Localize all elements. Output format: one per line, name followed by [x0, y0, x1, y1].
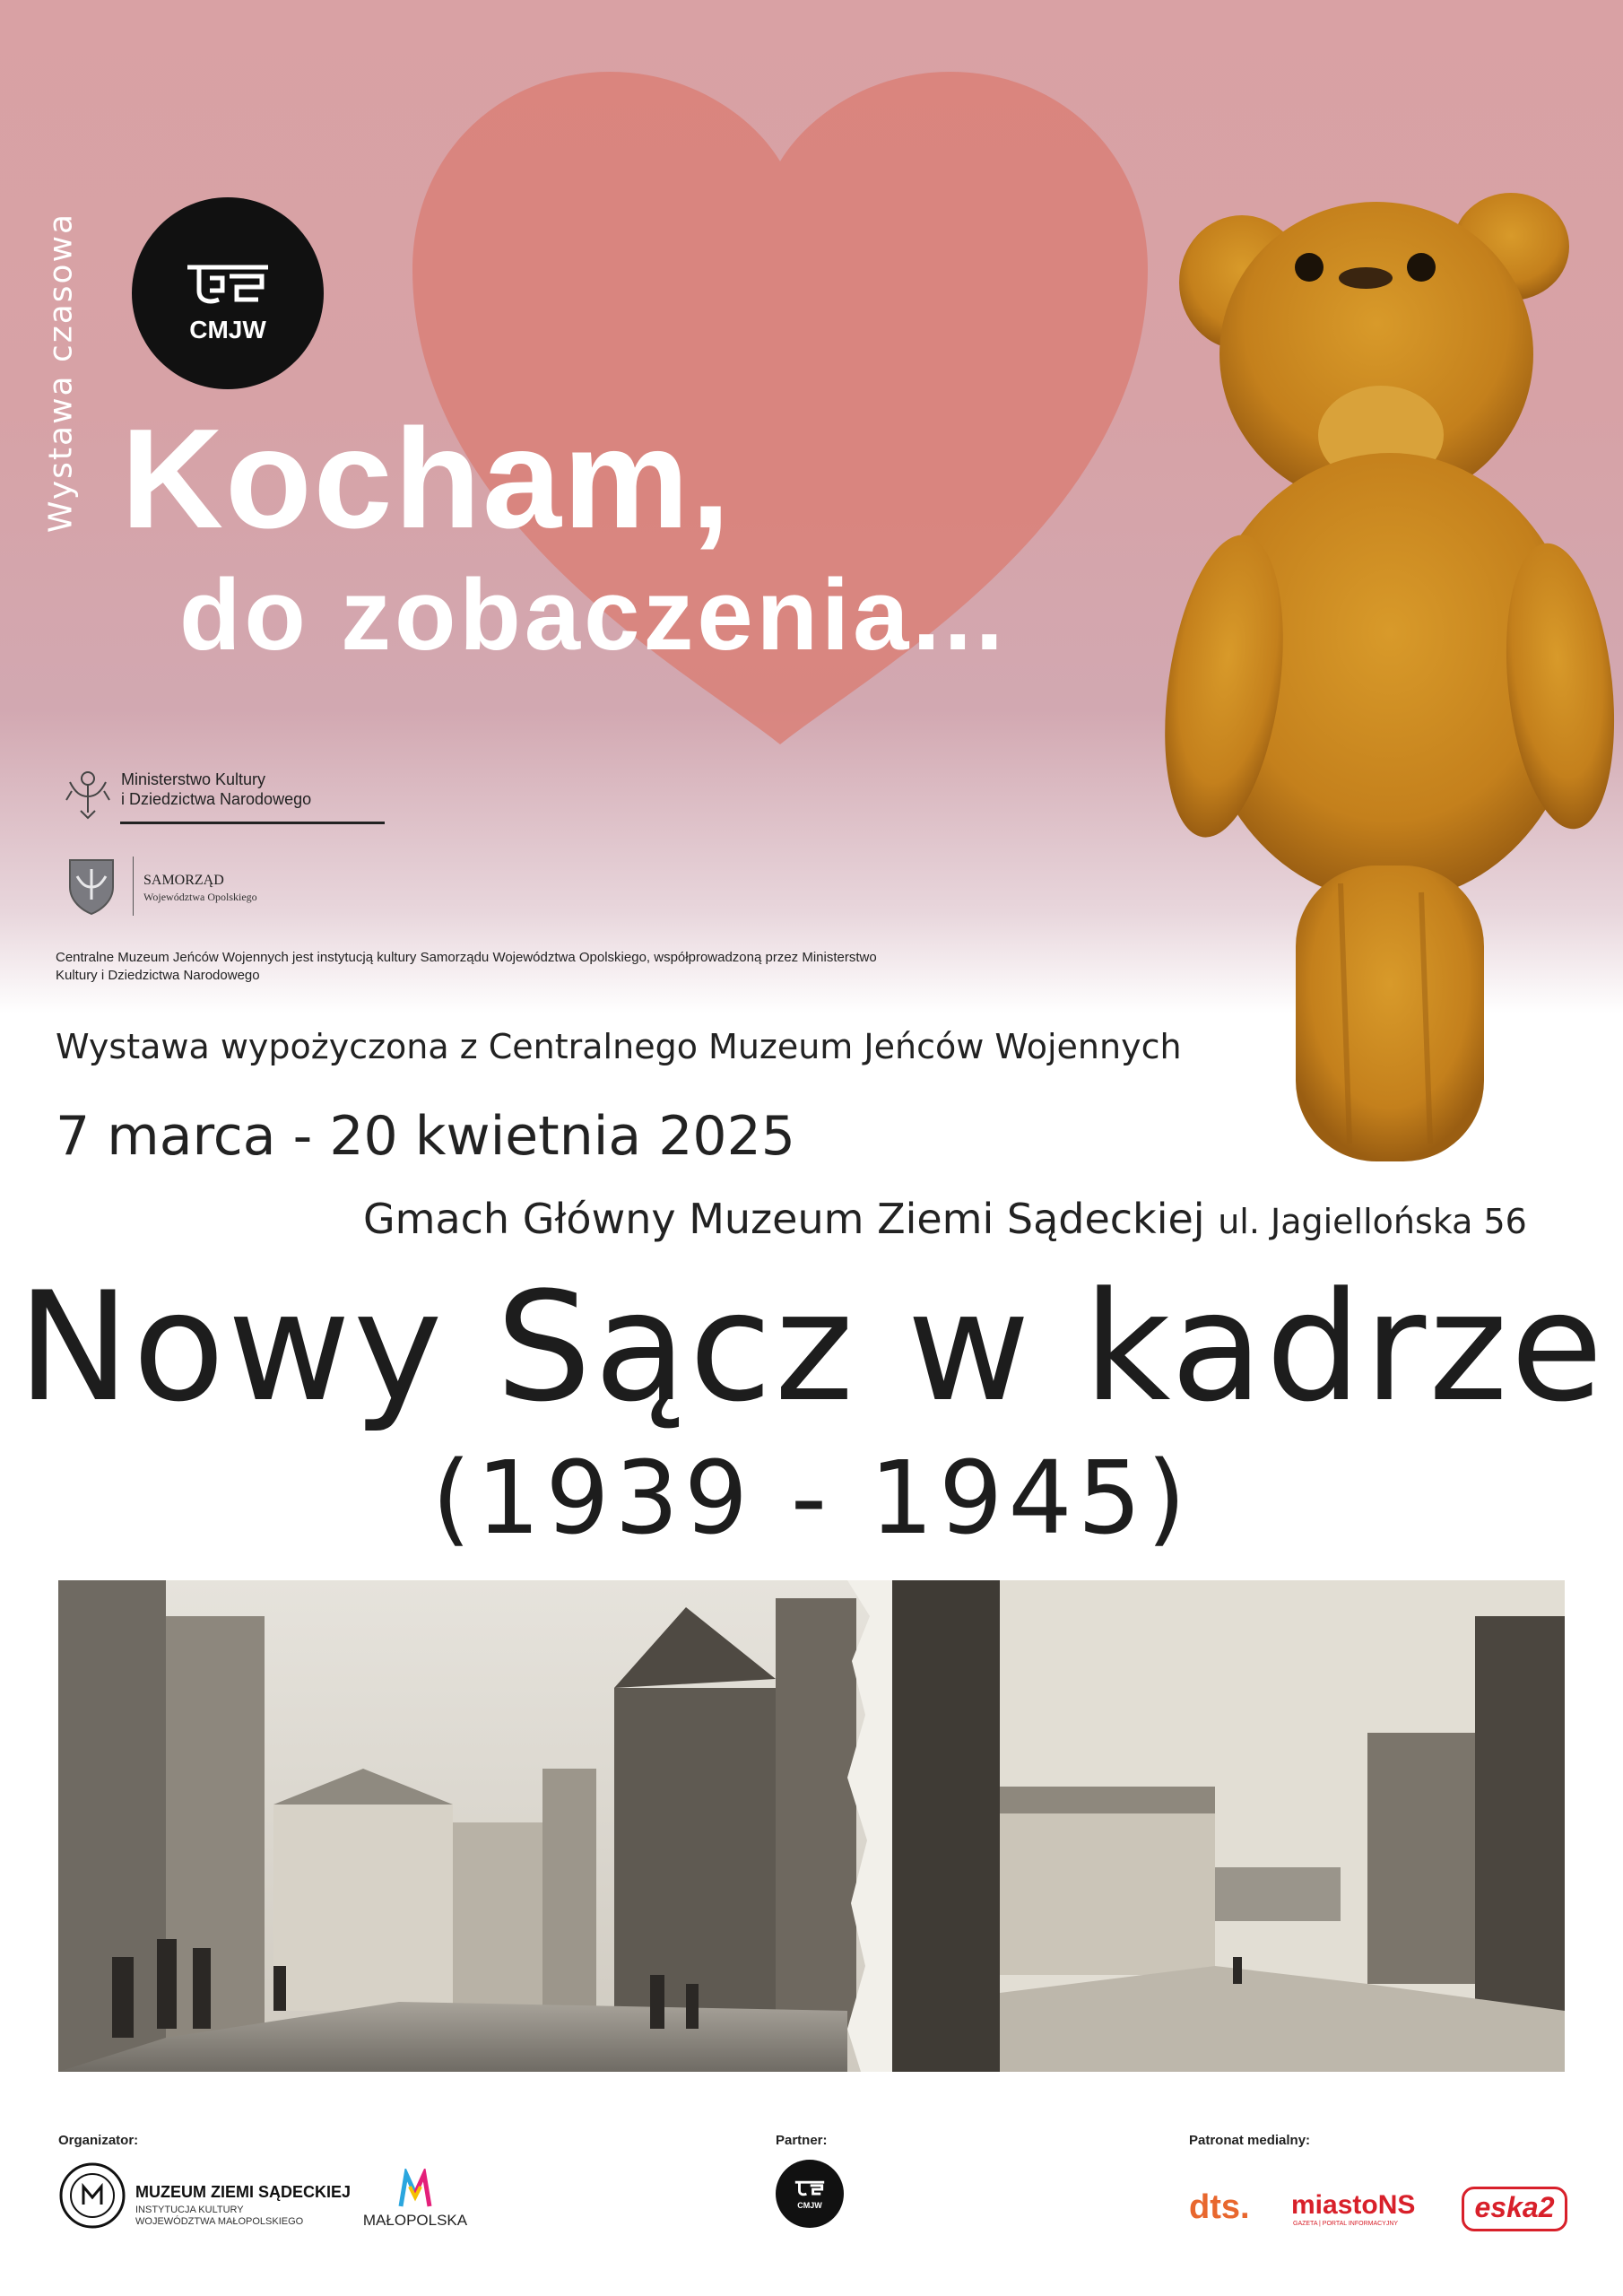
venue-address: ul. Jagiellońska 56: [1218, 1202, 1527, 1241]
partner-logo: [776, 2160, 844, 2228]
eska2-logo: [1462, 2187, 1567, 2231]
eagle-emblem-icon: [63, 766, 113, 820]
samorzad-divider: [133, 857, 134, 916]
venue: [363, 1195, 1527, 1243]
samorzad-title: SAMORZĄD: [143, 873, 224, 888]
partner-logo-text: CMJW: [797, 2201, 822, 2210]
miastons-subtitle: GAZETA | PORTAL INFORMACYJNY: [1293, 2221, 1399, 2227]
samorzad-subtitle: Województwa Opolskiego: [143, 891, 257, 903]
eska2-text: eska2: [1474, 2191, 1555, 2223]
museum-seal-icon: [58, 2161, 126, 2230]
samorzad-logo: [63, 857, 332, 919]
main-title-line2: do zobaczenia...: [179, 559, 1007, 671]
ministry-logo: [63, 764, 332, 827]
loan-line: Wystawa wypożyczona z Centralnego Muzeum Jeńców Wojennych: [56, 1027, 1182, 1066]
miastons-logo: miastoNS: [1291, 2190, 1416, 2220]
dts-logo: dts.: [1189, 2188, 1250, 2226]
cmjw-logo-icon: [183, 260, 273, 309]
ministry-underline: [120, 822, 385, 824]
teddy-bear-image: [1161, 184, 1619, 1161]
cmjw-small-icon: [794, 2179, 826, 2197]
malopolska-text: MAŁOPOLSKA: [362, 2212, 468, 2229]
museum-name: MUZEUM ZIEMI SĄDECKIEJ: [135, 2183, 352, 2201]
venue-name: Gmach Główny Muzeum Ziemi Sądeckiej: [363, 1195, 1205, 1243]
exhibition-dates: 7 marca - 20 kwietnia 2025: [56, 1105, 795, 1168]
historic-street-photo: [58, 1580, 1565, 2072]
cmjw-logo-text: CMJW: [189, 316, 266, 344]
institution-note: Centralne Muzeum Jeńców Wojennych jest instytucją kultury Samorządu Województwa Opolskiego, współprowadzoną przez Ministerstwo Kultury i Dziedzictwa Narodowego: [56, 950, 877, 983]
cmjw-logo: [132, 197, 324, 389]
media-label: Patronat medialny:: [1189, 2133, 1311, 2148]
shield-eagle-icon: [65, 857, 118, 916]
malopolska-m-icon: [397, 2169, 433, 2208]
ministry-name: Ministerstwo Kultury i Dziedzictwa Narodowego: [121, 770, 312, 808]
museum-subtitle: INSTYTUCJA KULTURY WOJEWÓDZTWA MAŁOPOLSKIEGO: [135, 2205, 304, 2227]
exhibition-years: (1939 - 1945): [431, 1440, 1192, 1557]
museum-logo: [58, 2161, 352, 2233]
malopolska-logo: [357, 2169, 473, 2240]
partner-label: Partner:: [776, 2133, 828, 2148]
exhibition-title: Nowy Sącz w kadrze: [17, 1259, 1606, 1435]
side-label: Wystawa czasowa: [42, 212, 80, 534]
main-title-line1: Kocham,: [121, 400, 733, 558]
organizer-label: Organizator:: [58, 2133, 139, 2148]
